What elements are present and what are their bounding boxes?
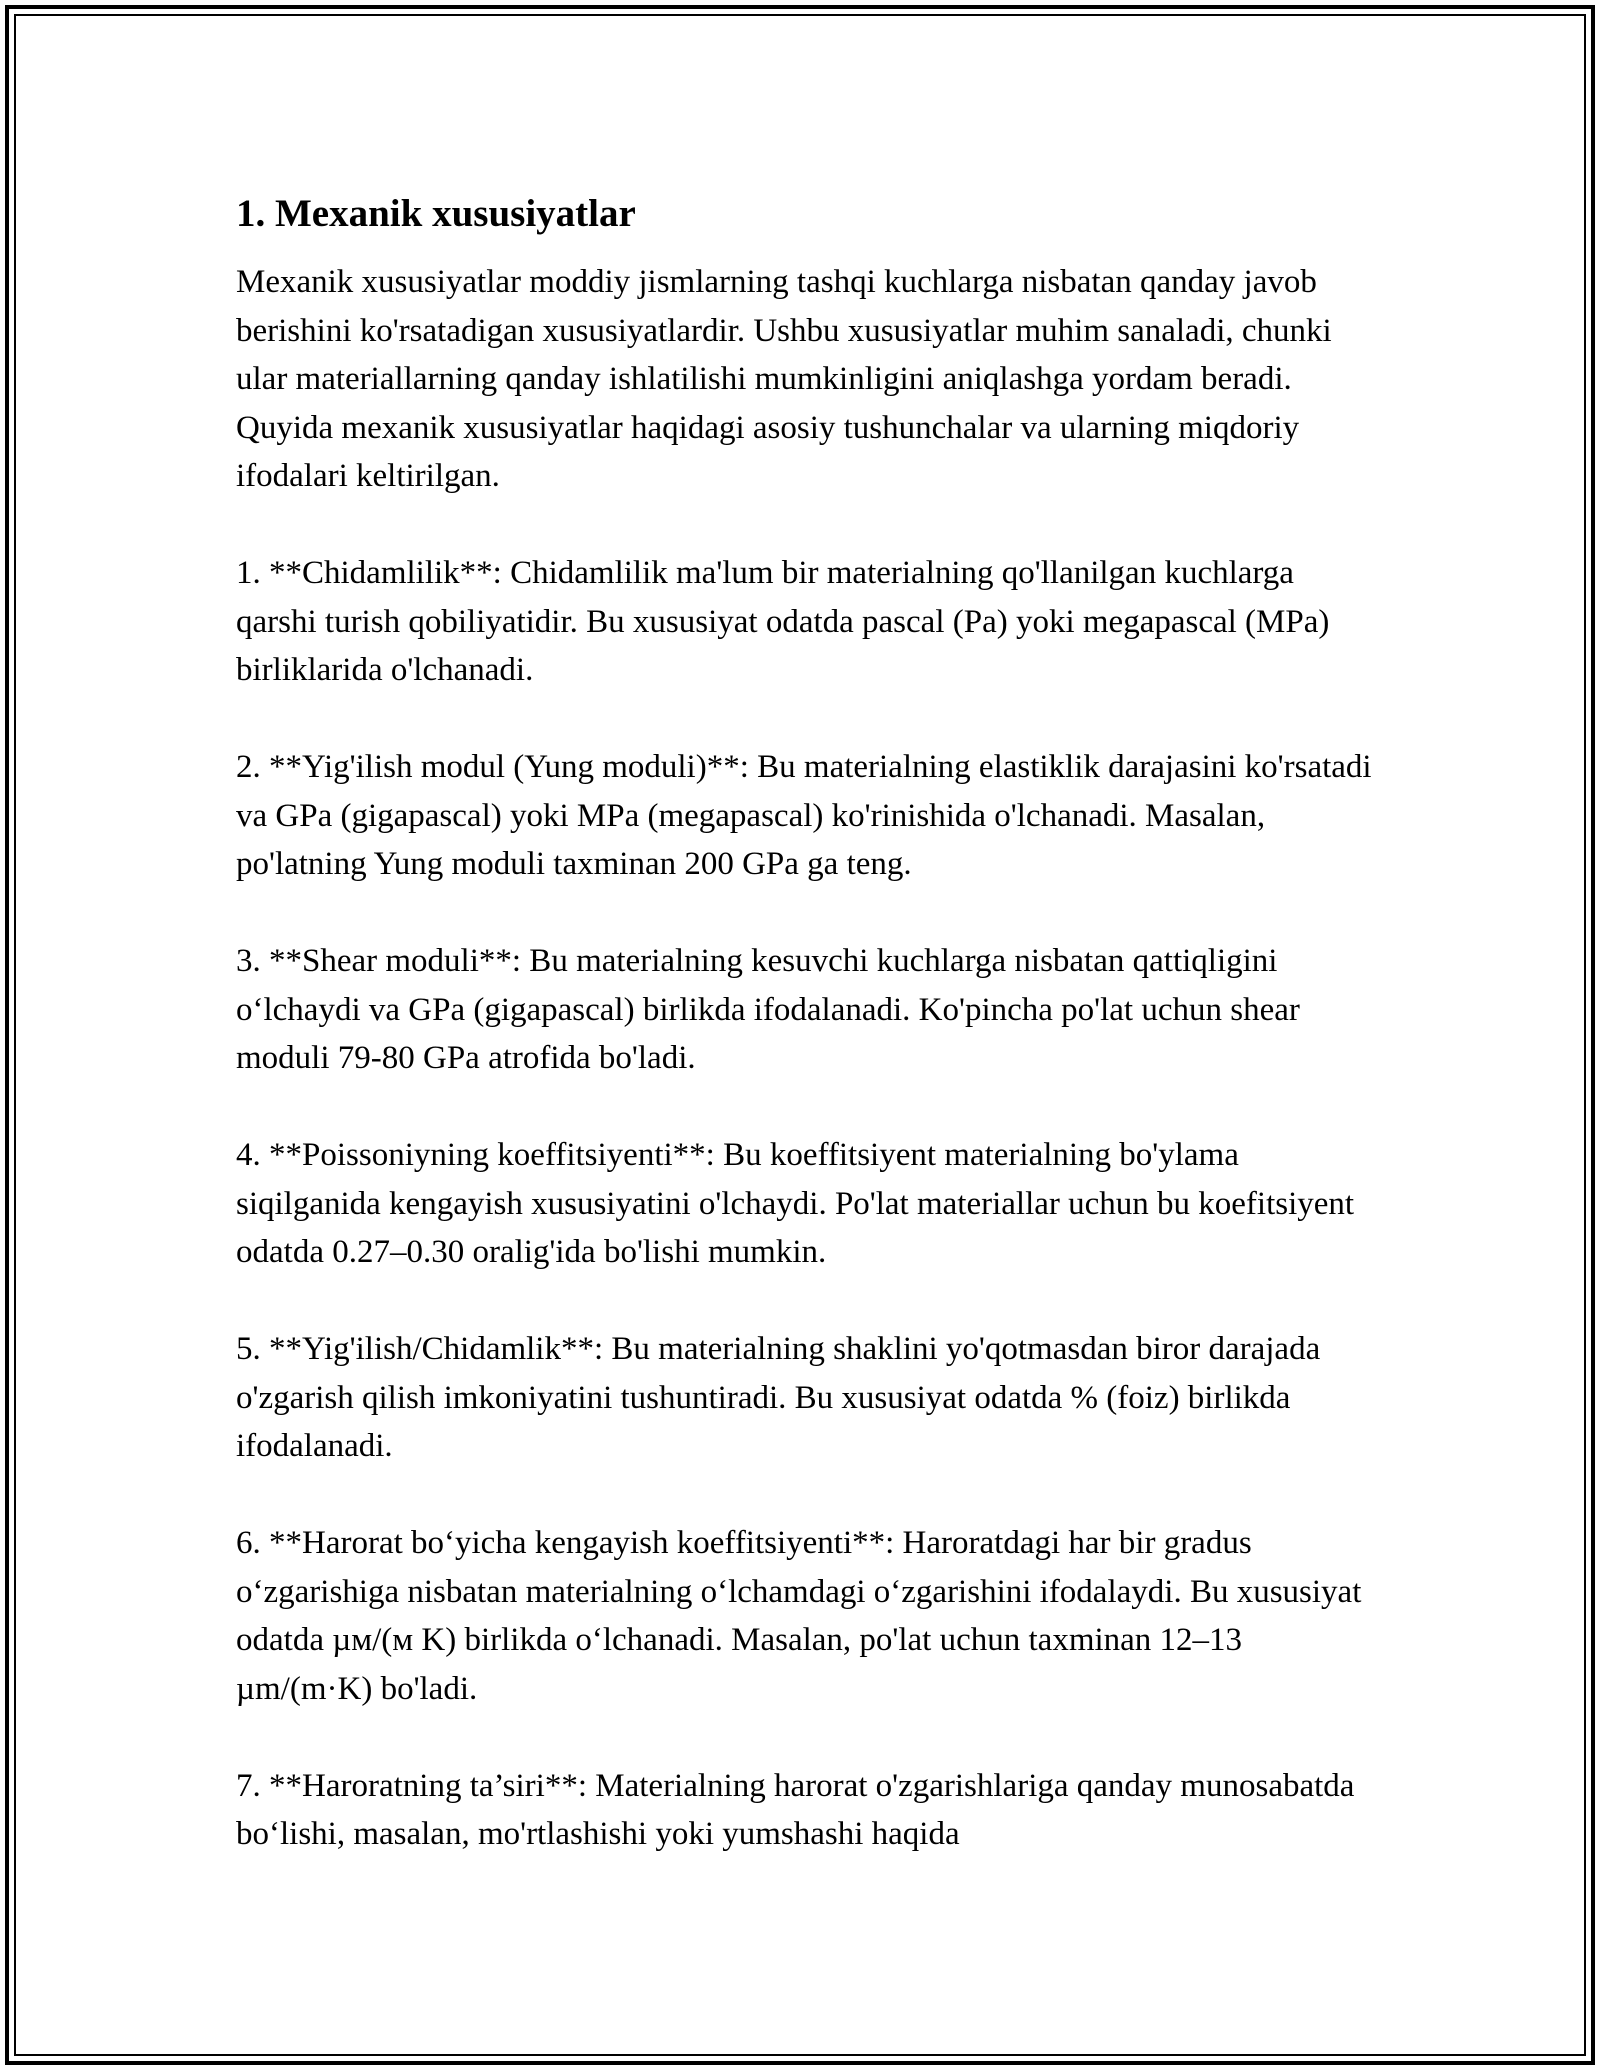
paragraph-shear-moduli: 3. **Shear moduli**: Bu materialning kesuvchi kuchlarga nisbatan qattiqligini o‘lchaydi va GPa (gigapascal) birlikda ifodalanadi. Ko'pincha po'lat uchun shear moduli 79-80 GPa atrofida bo'ladi. xyxy=(236,943,1300,1076)
document-body xyxy=(236,186,1376,1907)
intro-paragraph: Mexanik xususiyatlar moddiy jismlarning tashqi kuchlarga nisbatan qanday javob berishini ko'rsatadigan xususiyatlardir. Ushbu xususiyatlar muhim sanaladi, chunki ular materiallarning qanday ishlatilishi mumkinligini aniqlashga yordam beradi. Quyida mexanik xususiyatlar haqidagi asosiy tushunchalar va ularning miqdoriy ifodalari keltirilgan. xyxy=(236,264,1332,494)
section-heading: 1. Mexanik xususiyatlar xyxy=(236,192,636,235)
paragraph-yigilish-chidamlik: 5. **Yig'ilish/Chidamlik**: Bu materialning shaklini yo'qotmasdan biror darajada o'zgarish qilish imkoniyatini tushuntiradi. Bu xususiyat odatda % (foiz) birlikda ifodalanadi. xyxy=(236,1331,1321,1464)
paragraph-yung-moduli: 2. **Yig'ilish modul (Yung moduli)**: Bu materialning elastiklik darajasini ko'rsatadi va GPa (gigapascal) yoki MPa (megapascal) ko'rinishida o'lchanadi. Masalan, po'latning Yung moduli taxminan 200 GPa ga teng. xyxy=(236,749,1372,882)
paragraph-poisson: 4. **Poissoniyning koeffitsiyenti**: Bu koeffitsiyent materialning bo'ylama siqilganida kengayish xususiyatini o'lchaydi. Po'lat materiallar uchun bu koefitsiyent odatda 0.27–0.30 oralig'ida bo'lishi mumkin. xyxy=(236,1137,1355,1270)
paragraph-kengayish: 6. **Harorat bo‘yicha kengayish koeffitsiyenti**: Haroratdagi har bir gradus o‘zgarishiga nisbatan materialning o‘lchamdagi o‘zgarishini ifodalaydi. Bu xususiyat odatda µм/(м K) birlikda o‘lchanadi. Masalan, po'lat uchun taxminan 12–13 µm/(m·K) bo'ladi. xyxy=(236,1525,1362,1707)
paragraph-harorat-tasiri: 7. **Haroratning ta’siri**: Materialning harorat o'zgarishlariga qanday munosabatda bo‘lishi, masalan, mo'rtlashishi yoki yumshashi haqida xyxy=(236,1767,1355,1852)
paragraph-chidamlilik: 1. **Chidamlilik**: Chidamlilik ma'lum bir materialning qo'llanilgan kuchlarga qarshi turish qobiliyatidir. Bu xususiyat odatda pascal (Pa) yoki megapascal (MPa) birliklarida o'lchanadi. xyxy=(236,555,1330,688)
